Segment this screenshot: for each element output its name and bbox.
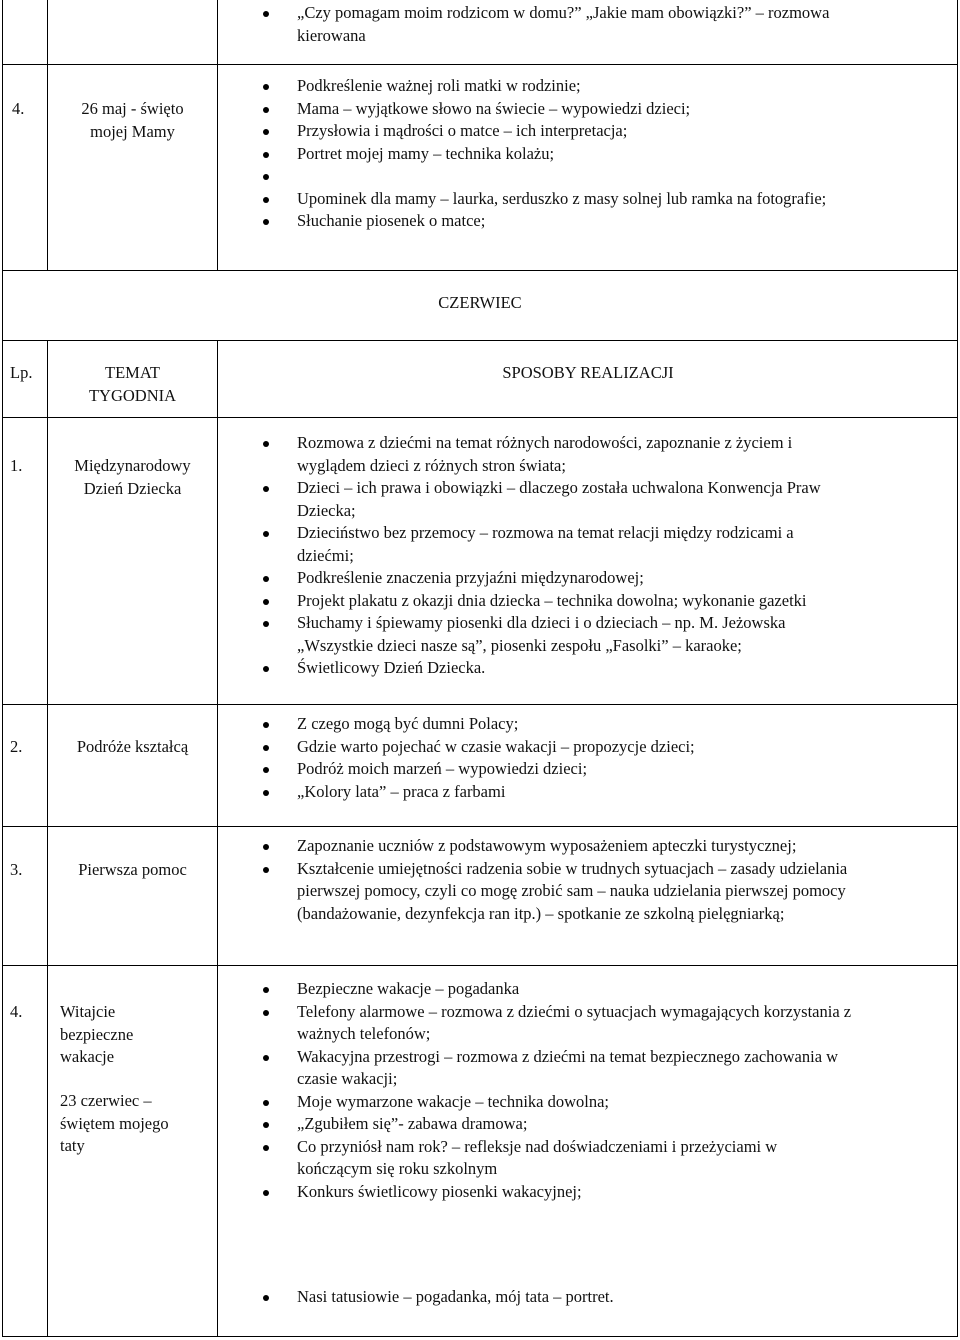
list-item: Co przyniósł nam rok? – refleksje nad doświadczeniami i przeżyciami w kończącym się roku szkolnym: [297, 1136, 947, 1181]
list-item: Słuchanie piosenek o matce;: [297, 210, 947, 233]
list-item: „Zgubiłem się”- zabawa dramowa;: [297, 1113, 947, 1136]
bullet-icon: [263, 531, 269, 537]
bullet-icon: [263, 441, 269, 447]
column-divider-topic: [217, 0, 218, 270]
activities-list: [297, 978, 947, 1203]
column-divider-lp: [47, 0, 48, 270]
list-item: [297, 165, 947, 188]
month-heading: CZERWIEC: [438, 293, 522, 312]
activities-list: [297, 713, 947, 803]
list-item: Konkurs świetlicowy piosenki wakacyjnej;: [297, 1181, 947, 1204]
bullet-icon: [263, 666, 269, 672]
bullet-icon: [263, 1055, 269, 1061]
bullet-icon: [263, 152, 269, 158]
row-number: 2.: [10, 737, 23, 756]
row-number: 4.: [10, 1002, 23, 1021]
bullet-icon: [263, 1100, 269, 1106]
list-item: Dzieciństwo bez przemocy – rozmowa na temat relacji między rodzicami a dziećmi;: [297, 522, 947, 567]
row-number: 1.: [10, 456, 23, 475]
row-topic: Witajcie bezpieczne wakacje: [60, 1002, 134, 1066]
row-topic: 26 maj - święto mojej Mamy: [81, 99, 184, 141]
row-topic: Pierwsza pomoc: [78, 860, 187, 879]
table-border-left: [2, 0, 3, 1337]
row-divider: [2, 417, 958, 418]
list-item: Telefony alarmowe – rozmowa z dziećmi o sytuacjach wymagających korzystania z ważnych telefonów;: [297, 1001, 947, 1046]
list-item: Podróż moich marzeń – wypowiedzi dzieci;: [297, 758, 947, 781]
activities-list: [297, 432, 947, 680]
activities-list-extra: [297, 1286, 947, 1309]
table-border-bottom: [2, 1336, 958, 1337]
row-divider: [2, 340, 958, 341]
row-divider: [2, 64, 958, 65]
activities-list: [297, 75, 947, 233]
list-item: Słuchamy i śpiewamy piosenki dla dzieci i o dzieciach – np. M. Jeżowska „Wszystkie dzieci nasze są”, piosenki zespołu „Fasolki” – karaoke;: [297, 612, 947, 657]
column-divider-topic: [217, 340, 218, 1337]
bullet-icon: [263, 219, 269, 225]
bullet-icon: [263, 599, 269, 605]
bullet-icon: [263, 867, 269, 873]
list-item: Dzieci – ich prawa i obowiązki – dlaczego została uchwalona Konwencja Praw Dziecka;: [297, 477, 947, 522]
row-topic-secondary: 23 czerwiec – świętem mojego taty: [60, 1091, 169, 1155]
row-divider: [2, 270, 958, 271]
bullet-icon: [263, 1122, 269, 1128]
list-item: „Czy pomagam moim rodzicom w domu?” „Jakie mam obowiązki?” – rozmowa kierowana: [297, 2, 947, 47]
list-item: Moje wymarzone wakacje – technika dowolna;: [297, 1091, 947, 1114]
list-item: „Kolory lata” – praca z farbami: [297, 781, 947, 804]
bullet-icon: [263, 576, 269, 582]
list-item: Nasi tatusiowie – pogadanka, mój tata – portret.: [297, 1286, 947, 1309]
prev-item-list: [297, 2, 947, 47]
bullet-icon: [263, 621, 269, 627]
list-item: Mama – wyjątkowe słowo na świecie – wypowiedzi dzieci;: [297, 98, 947, 121]
bullet-icon: [263, 486, 269, 492]
bullet-icon: [263, 107, 269, 113]
list-item: Zapoznanie uczniów z podstawowym wyposażeniem apteczki turystycznej;: [297, 835, 947, 858]
list-item: Kształcenie umiejętności radzenia sobie w trudnych sytuacjach – zasady udzielania pierwszej pomocy, czyli co mogę zrobić sam – nauka udzielania pierwszej pomocy (bandażowanie, dezynfekcja ran itp.) – spotkanie ze szkolną pielęgniarką;: [297, 858, 947, 926]
row-number: 3.: [10, 860, 23, 879]
list-item: Podkreślenie ważnej roli matki w rodzinie;: [297, 75, 947, 98]
list-item: Przysłowia i mądrości o matce – ich interpretacja;: [297, 120, 947, 143]
bullet-icon: [263, 174, 269, 180]
row-divider: [2, 826, 958, 827]
row-divider: [2, 704, 958, 705]
header-topic: TEMAT TYGODNIA: [88, 363, 177, 405]
row-topic: Międzynarodowy Dzień Dziecka: [74, 456, 191, 498]
bullet-icon: [263, 987, 269, 993]
bullet-icon: [263, 844, 269, 850]
row-topic: Podróże kształcą: [76, 737, 189, 756]
list-item: Bezpieczne wakacje – pogadanka: [297, 978, 947, 1001]
bullet-icon: [263, 11, 269, 17]
header-lp: Lp.: [10, 363, 33, 382]
activities-list: [297, 835, 947, 925]
list-item: Świetlicowy Dzień Dziecka.: [297, 657, 947, 680]
list-item: Upominek dla mamy – laurka, serduszko z masy solnej lub ramka na fotografie;: [297, 188, 947, 211]
bullet-icon: [263, 767, 269, 773]
bullet-icon: [263, 1190, 269, 1196]
bullet-icon: [263, 745, 269, 751]
list-item: Projekt plakatu z okazji dnia dziecka – technika dowolna; wykonanie gazetki: [297, 590, 947, 613]
bullet-icon: [263, 722, 269, 728]
bullet-icon: [263, 1010, 269, 1016]
list-item: Podkreślenie znaczenia przyjaźni międzynarodowej;: [297, 567, 947, 590]
list-item: Gdzie warto pojechać w czasie wakacji – propozycje dzieci;: [297, 736, 947, 759]
bullet-icon: [263, 1145, 269, 1151]
list-item: Rozmowa z dziećmi na temat różnych narodowości, zapoznanie z życiem i wyglądem dzieci z różnych stron świata;: [297, 432, 947, 477]
header-methods: SPOSOBY REALIZACJI: [502, 363, 674, 382]
bullet-icon: [263, 197, 269, 203]
bullet-icon: [263, 790, 269, 796]
bullet-icon: [263, 1295, 269, 1301]
list-item: Portret mojej mamy – technika kolażu;: [297, 143, 947, 166]
bullet-icon: [263, 84, 269, 90]
table-border-right: [957, 0, 958, 1337]
list-item: Wakacyjna przestrogi – rozmowa z dziećmi na temat bezpiecznego zachowania w czasie wakacji;: [297, 1046, 947, 1091]
list-item: Z czego mogą być dumni Polacy;: [297, 713, 947, 736]
column-divider-lp: [47, 340, 48, 1337]
bullet-icon: [263, 129, 269, 135]
row-number: 4.: [12, 99, 25, 118]
row-divider: [2, 965, 958, 966]
